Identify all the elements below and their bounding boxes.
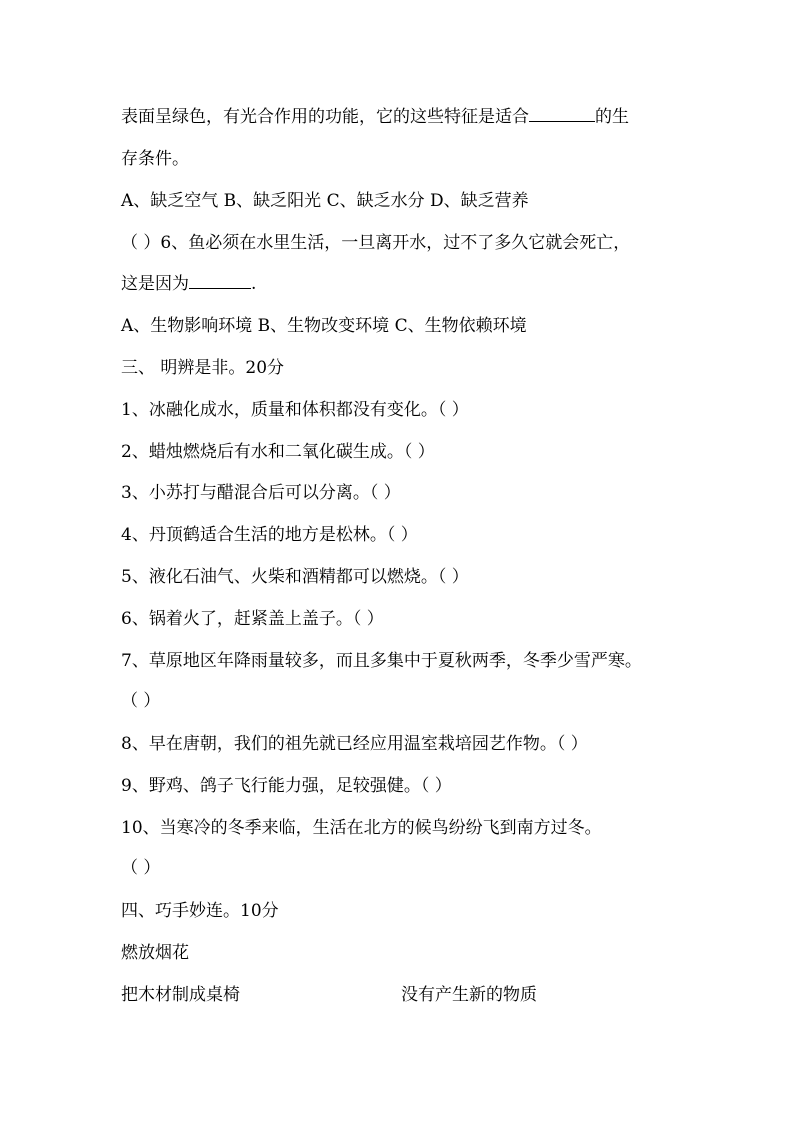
matching-left-item: 把木材制成桌椅	[121, 985, 240, 1005]
true-false-item: 4、丹顶鹤适合生活的地方是松林。（ ）	[121, 525, 418, 545]
true-false-item: 2、蜡烛燃烧后有水和二氧化碳生成。（ ）	[121, 442, 435, 462]
true-false-item: 1、冰融化成水，质量和体积都没有变化。（ ）	[121, 400, 469, 420]
matching-right-item: 没有产生新的物质	[401, 985, 537, 1005]
true-false-item: 3、小苏打与醋混合后可以分离。（ ）	[121, 483, 401, 503]
question-continuation-line1	[121, 106, 629, 128]
true-false-item: 5、液化石油气、火柴和酒精都可以燃烧。（ ）	[121, 567, 469, 587]
question-options: A、缺乏空气 B、缺乏阳光 C、缺乏水分 D、缺乏营养	[121, 191, 529, 211]
answer-blank[interactable]	[529, 106, 595, 122]
true-false-item: 7、草原地区年降雨量较多，而且多集中于夏秋两季，冬季少雪严寒。	[121, 651, 642, 671]
question-6-line2	[121, 273, 256, 295]
question-6-options: A、生物影响环境 B、生物改变环境 C、生物依赖环境	[121, 316, 527, 336]
true-false-item: 6、锅着火了，赶紧盖上盖子。（ ）	[121, 609, 384, 629]
question-text: 表面呈绿色，有光合作用的功能，它的这些特征是适合	[121, 107, 529, 127]
question-text-tail: 的生	[595, 107, 629, 127]
matching-left-item: 燃放烟花	[121, 943, 189, 963]
true-false-item: 8、早在唐朝，我们的祖先就已经应用温室栽培园艺作物。（ ）	[121, 734, 588, 754]
question-6-line1: （ ）6、鱼必须在水里生活，一旦离开水，过不了多久它就会死亡，	[121, 233, 631, 253]
true-false-item: 10、当寒冷的冬季来临，生活在北方的候鸟纷纷飞到南方过冬。	[121, 818, 602, 838]
question-continuation-line2: 存条件。	[121, 149, 189, 169]
section-3-heading: 三、 明辨是非。20分	[121, 358, 285, 378]
question-text-tail: .	[251, 274, 257, 294]
answer-blank[interactable]	[189, 273, 251, 289]
true-false-item-bracket: （ ）	[121, 858, 161, 878]
section-4-heading: 四、巧手妙连。10分	[121, 901, 279, 921]
question-text: 这是因为	[121, 274, 189, 294]
true-false-item-bracket: （ ）	[121, 691, 161, 711]
true-false-item: 9、野鸡、鸽子飞行能力强，足较强健。（ ）	[121, 776, 452, 796]
